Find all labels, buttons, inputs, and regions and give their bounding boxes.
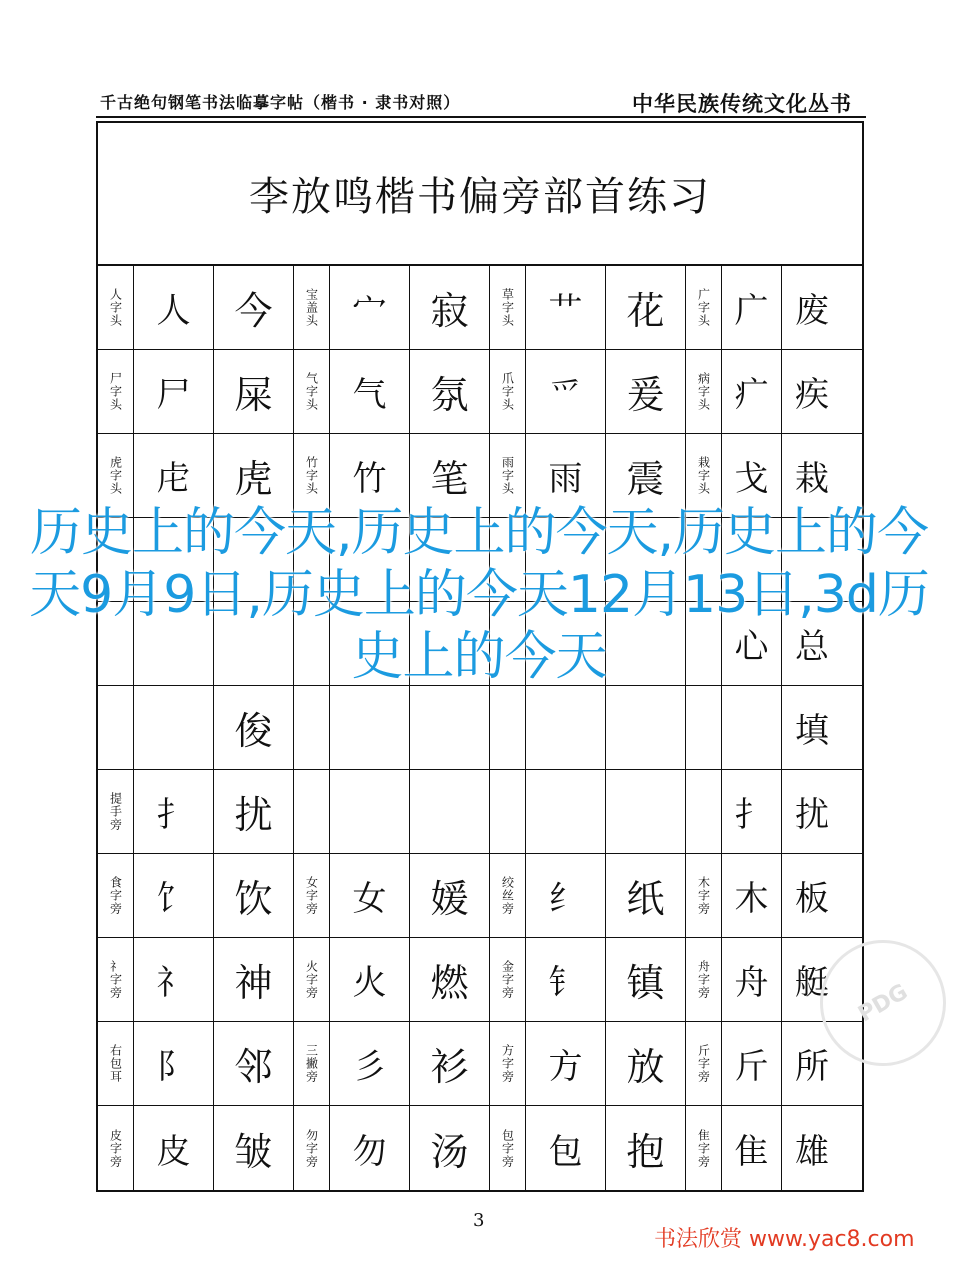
radical-label: 舟字旁 (696, 960, 711, 999)
radical-label-cell (98, 1106, 134, 1190)
radical-label-cell (98, 770, 134, 853)
example-glyph: 总 (795, 627, 829, 667)
radical-glyph: 戈 (734, 459, 769, 499)
radical-label: 病字头 (696, 372, 711, 411)
radical-glyph: 人 (156, 291, 191, 331)
radical-label: 雨字头 (500, 456, 515, 495)
radical-cell (330, 266, 410, 349)
example-cell (410, 1106, 490, 1190)
example-cell (782, 770, 842, 853)
example-glyph: 神 (234, 961, 273, 1005)
radical-label: 金字旁 (500, 960, 515, 999)
radical-cell (722, 1106, 782, 1190)
example-glyph: 媛 (430, 877, 469, 921)
example-cell (410, 854, 490, 937)
example-cell (782, 686, 842, 769)
radical-cell (330, 1106, 410, 1190)
radical-label-cell (294, 266, 330, 349)
sheet-title: 李放鸣楷书偏旁部首练习 (249, 174, 711, 220)
example-glyph: 虎 (234, 457, 273, 501)
radical-cell (330, 350, 410, 433)
radical-cell (134, 938, 214, 1021)
example-glyph: 衫 (430, 1045, 469, 1089)
radical-label-cell (98, 1022, 134, 1105)
radical-cell (134, 350, 214, 433)
radical-glyph: 心 (734, 627, 769, 667)
example-glyph: 废 (795, 291, 829, 331)
radical-label: 宝盖头 (304, 288, 319, 327)
radical-label: 火字旁 (304, 960, 319, 999)
example-glyph: 所 (795, 1047, 829, 1087)
radical-label-cell (294, 1106, 330, 1190)
radical-glyph: 隹 (734, 1131, 769, 1172)
radical-cell (722, 350, 782, 433)
radical-glyph: 疒 (734, 375, 769, 415)
radical-cell (134, 854, 214, 937)
radical-cell (526, 266, 606, 349)
radical-label: 食字旁 (108, 876, 123, 915)
example-glyph: 镇 (626, 961, 665, 1005)
radical-glyph: 火 (352, 963, 387, 1003)
radical-label: 右包耳 (108, 1044, 123, 1083)
radical-cell (722, 266, 782, 349)
radical-cell (330, 770, 410, 853)
grid-row (98, 938, 862, 1022)
site-watermark: 书法欣赏 www.yac8.com (654, 1227, 915, 1252)
radical-glyph: 包 (548, 1131, 583, 1172)
example-glyph: 扰 (234, 793, 273, 837)
radical-cell (722, 770, 782, 853)
radical-label-cell (490, 770, 526, 853)
example-cell (410, 770, 490, 853)
radical-glyph: 气 (352, 375, 387, 415)
radical-label-cell (98, 686, 134, 769)
header-divider (96, 116, 866, 118)
example-glyph: 笔 (430, 457, 469, 501)
radical-glyph: 扌 (156, 795, 191, 835)
radical-cell (526, 686, 606, 769)
radical-label: 虎字头 (108, 456, 123, 495)
example-cell (410, 266, 490, 349)
radical-cell (134, 266, 214, 349)
radical-label: 礻字旁 (108, 960, 123, 999)
radical-glyph: 女 (352, 879, 387, 919)
example-glyph: 填 (795, 711, 829, 751)
radical-grid (98, 266, 862, 1190)
example-glyph: 饮 (234, 877, 273, 921)
radical-label-cell (294, 350, 330, 433)
radical-glyph: 竹 (352, 459, 387, 499)
radical-glyph: 礻 (156, 963, 191, 1003)
example-glyph: 寂 (430, 289, 469, 333)
example-glyph: 艇 (795, 963, 829, 1003)
radical-glyph: 纟 (548, 879, 583, 919)
radical-cell (330, 938, 410, 1021)
radical-cell (134, 770, 214, 853)
radical-glyph: 木 (734, 879, 769, 919)
radical-glyph: 彡 (352, 1047, 387, 1087)
radical-label: 方字旁 (500, 1044, 515, 1083)
example-cell (606, 770, 686, 853)
radical-glyph: 宀 (352, 291, 387, 331)
grid-row (98, 1106, 862, 1190)
example-cell (214, 938, 294, 1021)
watermark-stamp: PDG (797, 917, 964, 1089)
radical-label: 绞丝旁 (500, 876, 515, 915)
radical-cell (526, 1106, 606, 1190)
radical-label-cell (490, 266, 526, 349)
example-cell (214, 266, 294, 349)
radical-label: 栽字头 (696, 456, 711, 495)
example-cell (214, 1022, 294, 1105)
radical-label: 皮字旁 (108, 1128, 123, 1168)
radical-glyph: 方 (548, 1047, 583, 1087)
example-glyph: 疾 (795, 375, 829, 415)
example-glyph: 汤 (430, 1129, 469, 1174)
example-glyph: 抱 (626, 1129, 665, 1174)
example-cell (214, 686, 294, 769)
example-cell (606, 1022, 686, 1105)
radical-cell (722, 686, 782, 769)
radical-label-cell (294, 770, 330, 853)
grid-row (98, 350, 862, 434)
example-cell (410, 938, 490, 1021)
example-cell (782, 350, 842, 433)
radical-label: 草字头 (500, 288, 515, 327)
radical-cell (526, 350, 606, 433)
example-cell (606, 938, 686, 1021)
example-glyph: 板 (795, 879, 829, 919)
radical-label-cell (294, 938, 330, 1021)
radical-label: 气字头 (304, 372, 319, 411)
example-cell (606, 266, 686, 349)
radical-label: 斤字旁 (696, 1044, 711, 1083)
example-cell (214, 854, 294, 937)
radical-glyph: 扌 (734, 795, 769, 835)
radical-glyph: 爫 (548, 375, 583, 415)
grid-row (98, 686, 862, 770)
radical-glyph: 勿 (352, 1131, 387, 1172)
radical-label: 爪字头 (500, 372, 515, 411)
publisher-series: 中华民族传统文化丛书 (632, 92, 852, 116)
example-cell (606, 350, 686, 433)
radical-label-cell (686, 266, 722, 349)
radical-glyph: 阝 (156, 1047, 191, 1087)
example-cell (782, 266, 842, 349)
radical-label-cell (98, 350, 134, 433)
example-glyph: 栽 (795, 459, 829, 499)
example-cell (410, 1022, 490, 1105)
radical-glyph: 钅 (548, 963, 583, 1003)
radical-glyph: 雨 (548, 459, 583, 499)
radical-cell (526, 1022, 606, 1105)
radical-cell (330, 686, 410, 769)
radical-label-cell (98, 266, 134, 349)
radical-label-cell (490, 938, 526, 1021)
radical-glyph: 虍 (156, 459, 191, 499)
radical-label-cell (686, 770, 722, 853)
radical-label-cell (490, 854, 526, 937)
radical-label: 广字头 (696, 288, 711, 327)
example-cell (214, 770, 294, 853)
radical-cell (722, 1022, 782, 1105)
example-glyph: 放 (626, 1045, 665, 1089)
example-glyph: 俊 (234, 709, 273, 753)
example-glyph: 氛 (430, 373, 469, 417)
grid-row (98, 1022, 862, 1106)
radical-label-cell (490, 1022, 526, 1105)
radical-glyph: 饣 (156, 879, 191, 919)
page-number: 3 (473, 1210, 485, 1231)
example-glyph: 花 (626, 289, 665, 333)
radical-cell (134, 1022, 214, 1105)
radical-label-cell (686, 686, 722, 769)
example-glyph: 邻 (234, 1045, 273, 1089)
radical-glyph: 广 (734, 291, 769, 331)
radical-label-cell (686, 938, 722, 1021)
radical-cell (134, 686, 214, 769)
example-cell (606, 854, 686, 937)
example-cell (606, 1106, 686, 1190)
radical-label-cell (686, 350, 722, 433)
example-glyph: 震 (626, 457, 665, 501)
radical-label: 女字旁 (304, 876, 319, 915)
radical-label-cell (98, 854, 134, 937)
radical-label-cell (490, 1106, 526, 1190)
radical-label: 尸字头 (108, 372, 123, 411)
example-cell (782, 854, 842, 937)
radical-label-cell (490, 350, 526, 433)
radical-cell (722, 854, 782, 937)
radical-cell (134, 1106, 214, 1190)
example-cell (410, 686, 490, 769)
example-glyph: 燃 (430, 961, 469, 1005)
radical-label-cell (294, 854, 330, 937)
radical-label-cell (490, 686, 526, 769)
grid-row (98, 266, 862, 350)
radical-cell (330, 854, 410, 937)
radical-label: 提手旁 (108, 792, 123, 831)
example-glyph: 今 (234, 289, 273, 333)
example-glyph: 纸 (626, 877, 665, 921)
radical-label: 勿字旁 (304, 1128, 319, 1168)
book-series-title: 千古绝句钢笔书法临摹字帖（楷书 · 隶书对照） (100, 93, 461, 112)
radical-label-cell (686, 1022, 722, 1105)
radical-label: 木字旁 (696, 876, 711, 915)
example-cell (214, 1106, 294, 1190)
radical-label-cell (294, 1022, 330, 1105)
radical-glyph: 舟 (734, 963, 769, 1003)
radical-label-cell (686, 854, 722, 937)
radical-label: 人字头 (108, 288, 123, 327)
radical-label: 隹字旁 (696, 1128, 711, 1168)
radical-glyph: 艹 (548, 291, 583, 331)
radical-cell (722, 938, 782, 1021)
example-glyph: 皱 (234, 1129, 273, 1174)
radical-label-cell (294, 686, 330, 769)
example-glyph: 爰 (626, 373, 665, 417)
radical-cell (526, 770, 606, 853)
radical-label: 竹字头 (304, 456, 319, 495)
radical-label: 包字旁 (500, 1128, 515, 1168)
radical-cell (526, 854, 606, 937)
example-glyph: 雄 (795, 1131, 829, 1172)
radical-cell (330, 1022, 410, 1105)
radical-glyph: 斤 (734, 1047, 769, 1087)
radical-glyph: 尸 (156, 375, 191, 415)
radical-label: 三撇旁 (304, 1044, 319, 1083)
radical-glyph: 皮 (156, 1131, 191, 1172)
grid-row (98, 854, 862, 938)
example-cell (214, 350, 294, 433)
grid-row (98, 770, 862, 854)
overlay-headline: 历史上的今天,历史上的今天,历史上的今天9月9日,历史上的今天12月13日,3d历史上的今天 (29, 503, 929, 687)
example-glyph: 扰 (795, 795, 829, 835)
example-cell (782, 1106, 842, 1190)
example-cell (606, 686, 686, 769)
example-glyph: 屎 (234, 373, 273, 417)
radical-label-cell (98, 938, 134, 1021)
radical-cell (526, 938, 606, 1021)
radical-label-cell (686, 1106, 722, 1190)
example-cell (410, 350, 490, 433)
